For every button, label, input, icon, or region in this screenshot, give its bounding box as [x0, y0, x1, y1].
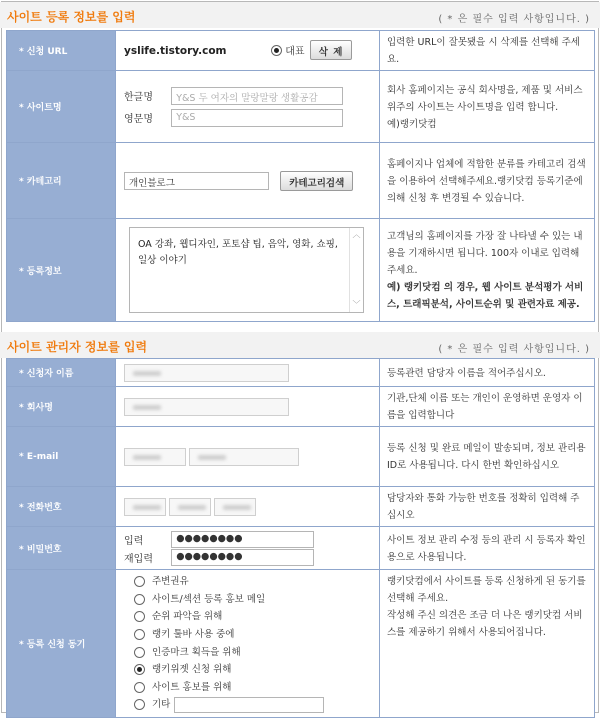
radio-button[interactable]	[134, 576, 145, 587]
delete-button[interactable]: 삭 제	[310, 40, 353, 60]
option-label: 사이트 홍보를 위해	[152, 681, 232, 693]
help-motive	[380, 570, 595, 718]
field-company	[116, 387, 380, 427]
motive-option[interactable]	[134, 573, 371, 591]
help-company: 기관,단체 이름 또는 개인이 운영하면 운영자 이름을 입력합니다	[380, 387, 595, 427]
registration-info-text: OA 강좌, 웹디자인, 포토샵 팁, 음악, 영화, 쇼핑, 일상 이야기	[138, 239, 338, 266]
field-motive	[116, 570, 380, 718]
phone-part3-input[interactable]	[214, 498, 256, 516]
phone-part1-input[interactable]	[124, 498, 166, 516]
field-applicant	[116, 359, 380, 387]
label-site-name: * 사이트명	[7, 71, 116, 143]
row-registration-info	[7, 219, 595, 322]
label-company: * 회사명	[7, 387, 116, 427]
field-url	[116, 31, 380, 71]
field-registration-info	[116, 219, 380, 322]
row-site-name	[7, 71, 595, 143]
registration-info-textarea[interactable]	[129, 227, 364, 313]
radio-button-selected[interactable]	[134, 664, 145, 675]
chevron-down-icon[interactable]: ﹀	[352, 300, 361, 309]
phone-part2-input[interactable]	[169, 498, 211, 516]
radio-button[interactable]	[134, 699, 145, 710]
textarea-scrollbar[interactable]	[349, 228, 363, 312]
help-category: 홈페이지나 업체에 적합한 분류를 카테고리 검색을 이용하여 선택해주세요.랭키닷컴 등록기준에 의해 신청 후 변경될 수 있습니다.	[380, 143, 595, 219]
site-info-table	[6, 30, 595, 322]
help-registration-info	[380, 219, 595, 322]
field-phone	[116, 487, 380, 527]
label-category: * 카테고리	[7, 143, 116, 219]
row-url	[7, 31, 595, 71]
motive-option[interactable]	[134, 591, 371, 609]
help-site-name-example: 예)랭키닷컴	[387, 118, 437, 130]
label-registration-info: * 등록정보	[7, 219, 116, 322]
motive-option-selected[interactable]	[134, 661, 371, 679]
help-url: 입력한 URL이 잘못됐을 시 삭제를 선택해 주세요.	[380, 31, 595, 71]
password-input[interactable]: ●●●●●●●●	[171, 531, 314, 548]
motive-option[interactable]	[134, 626, 371, 644]
field-category	[116, 143, 380, 219]
help-registration-info-example: 예) 랭키닷컴 의 경우, 웹 사이트 분석평가 서비스, 트래픽분석, 사이트순위 및 관련자료 제공.	[387, 282, 584, 310]
help-registration-info-text: 고객님의 홈페이지를 가장 잘 나타낼 수 있는 내용을 기재하시면 됩니다. 100자 이내로 입력해 주세요.	[387, 231, 583, 276]
required-note: ( * 은 필수 입력 사항입니다. )	[438, 14, 590, 25]
label-motive: * 등록 신청 동기	[7, 570, 116, 718]
row-company	[7, 387, 595, 427]
applicant-name-input[interactable]	[124, 364, 289, 382]
other-reason-input[interactable]	[174, 697, 324, 713]
label-password: * 비밀번호	[7, 527, 116, 570]
motive-option[interactable]	[134, 608, 371, 626]
english-name-label: 영문명	[124, 114, 153, 125]
section-header-site-info	[0, 2, 600, 28]
row-password	[7, 527, 595, 570]
label-applicant: * 신청자 이름	[7, 359, 116, 387]
korean-name-label: 한글명	[124, 92, 153, 103]
radio-button[interactable]	[134, 611, 145, 622]
email-id-input[interactable]	[124, 448, 186, 466]
field-password	[116, 527, 380, 570]
url-value: yslife.tistory.com	[124, 44, 227, 57]
category-search-button[interactable]: 카테고리검색	[280, 171, 353, 191]
option-label: 순위 파악을 위해	[152, 611, 223, 623]
section-title: 사이트 관리자 정보를 입력	[7, 340, 148, 354]
main-url-radio-label: 대표	[285, 46, 305, 58]
help-email: 등록 신청 및 완료 메일이 발송되며, 정보 관리용 ID로 사용됩니다. 다시 한번 확인하십시오	[380, 427, 595, 487]
option-label: 기타	[152, 699, 171, 711]
option-label: 주변권유	[152, 576, 189, 588]
help-motive-text: 랭키닷컴에서 사이트를 등록 신청하게 된 동기를 선택해 주세요.	[387, 576, 586, 604]
label-phone: * 전화번호	[7, 487, 116, 527]
row-email	[7, 427, 595, 487]
option-label: 인증마크 획득을 위해	[152, 646, 241, 658]
company-name-input[interactable]	[124, 398, 289, 416]
radio-button[interactable]	[134, 594, 145, 605]
radio-button[interactable]	[134, 647, 145, 658]
row-applicant	[7, 359, 595, 387]
help-phone: 담당자와 통화 가능한 번호를 정확히 입력해 주십시오	[380, 487, 595, 527]
help-password: 사이트 정보 관리 수정 등의 관리 시 등록자 확인용으로 사용됩니다.	[380, 527, 595, 570]
required-note: ( * 은 필수 입력 사항입니다. )	[438, 344, 590, 355]
email-domain-select[interactable]	[189, 448, 299, 466]
label-url: * 신청 URL	[7, 31, 116, 71]
option-label: 랭키위젯 신청 위해	[152, 664, 232, 676]
english-name-input[interactable]: Y&S	[171, 109, 343, 127]
field-email	[116, 427, 380, 487]
motive-option[interactable]	[134, 644, 371, 662]
chevron-up-icon[interactable]: ︿	[352, 230, 361, 239]
radio-button[interactable]	[134, 682, 145, 693]
help-applicant: 등록관련 담당자 이름을 적어주십시오.	[380, 359, 595, 387]
help-site-name	[380, 71, 595, 143]
motive-option-other[interactable]	[134, 696, 371, 714]
main-url-radio[interactable]	[271, 45, 282, 56]
option-label: 사이트/섹션 등록 홍보 메일	[152, 593, 266, 605]
help-site-name-text: 회사 홈페이지는 공식 회사명을, 제품 및 서비스 위주의 사이트는 사이트명을 입력 합니다.	[387, 84, 583, 113]
row-phone	[7, 487, 595, 527]
option-label: 랭키 툴바 사용 중에	[152, 628, 235, 640]
help-motive-text-2: 작성해 주신 의견은 조금 더 나은 랭키닷컴 서비스를 제공하기 위해서 사용되어집니다.	[387, 610, 583, 638]
password-confirm-input[interactable]: ●●●●●●●●	[171, 549, 314, 566]
motive-option[interactable]	[134, 679, 371, 697]
field-site-name	[116, 71, 380, 143]
section-header-admin-info	[0, 332, 600, 358]
category-input[interactable]: 개인블로그	[124, 172, 269, 190]
admin-info-table	[6, 358, 595, 718]
row-category	[7, 143, 595, 219]
section-title: 사이트 등록 정보를 입력	[7, 10, 136, 24]
password-confirm-label: 재입력	[124, 553, 153, 565]
label-email: * E-mail	[7, 427, 116, 487]
korean-name-input[interactable]: Y&S 두 여자의 말랑말랑 생활공감	[171, 87, 343, 105]
radio-button[interactable]	[134, 629, 145, 640]
password-input-label: 입력	[124, 535, 144, 547]
row-motive	[7, 570, 595, 718]
